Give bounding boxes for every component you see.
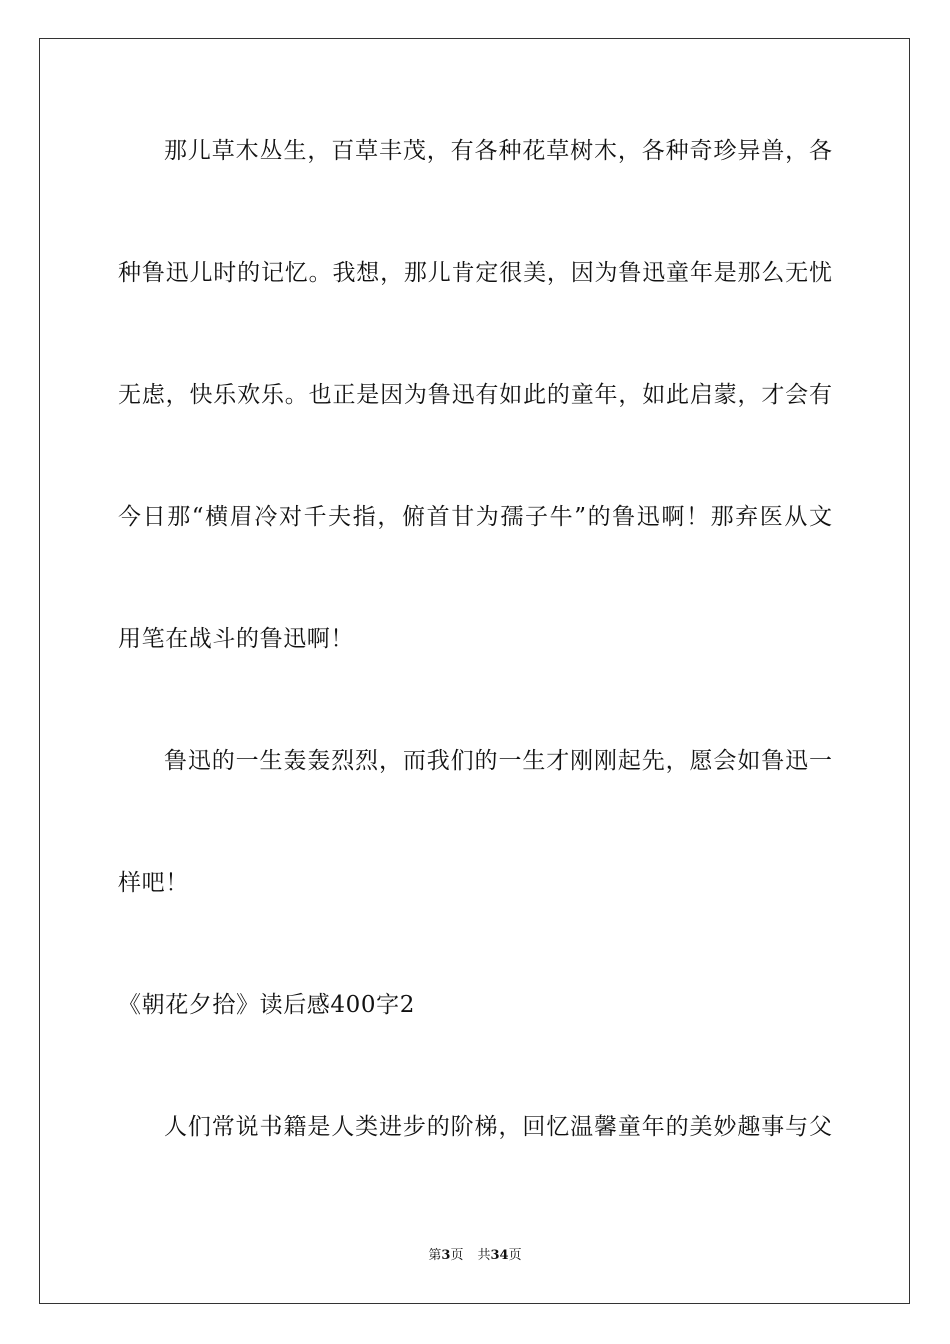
paragraph-line-1: 那儿草木丛生，百草丰茂，有各种花草树木，各种奇珍异兽，各 <box>164 138 832 164</box>
paragraph-line-6: 鲁迅的一生轰轰烈烈，而我们的一生才刚刚起先，愿会如鲁迅一 <box>164 748 832 774</box>
paragraph-line-5: 用笔在战斗的鲁迅啊！ <box>118 626 354 652</box>
paragraph-line-7: 样吧！ <box>118 870 189 896</box>
paragraph-line-4: 今日那“横眉冷对千夫指，俯首甘为孺子牛”的鲁迅啊！那弃医从文 <box>118 504 832 530</box>
footer-total-prefix: 共 <box>477 1248 491 1263</box>
section-heading: 《朝花夕拾》读后感400字2 <box>118 992 415 1018</box>
page-footer <box>0 1248 950 1264</box>
footer-page-prefix: 第 <box>428 1248 442 1263</box>
paragraph-line-3: 无虑，快乐欢乐。也正是因为鲁迅有如此的童年，如此启蒙，才会有 <box>118 382 832 408</box>
footer-page-total: 34 <box>490 1248 509 1263</box>
footer-page-suffix: 页 <box>450 1248 464 1263</box>
footer-page-current: 3 <box>441 1248 451 1263</box>
paragraph-line-9: 人们常说书籍是人类进步的阶梯，回忆温馨童年的美妙趣事与父 <box>164 1114 832 1140</box>
paragraph-line-2: 种鲁迅儿时的记忆。我想，那儿肯定很美，因为鲁迅童年是那么无忧 <box>118 260 832 286</box>
footer-total-suffix: 页 <box>508 1248 522 1263</box>
